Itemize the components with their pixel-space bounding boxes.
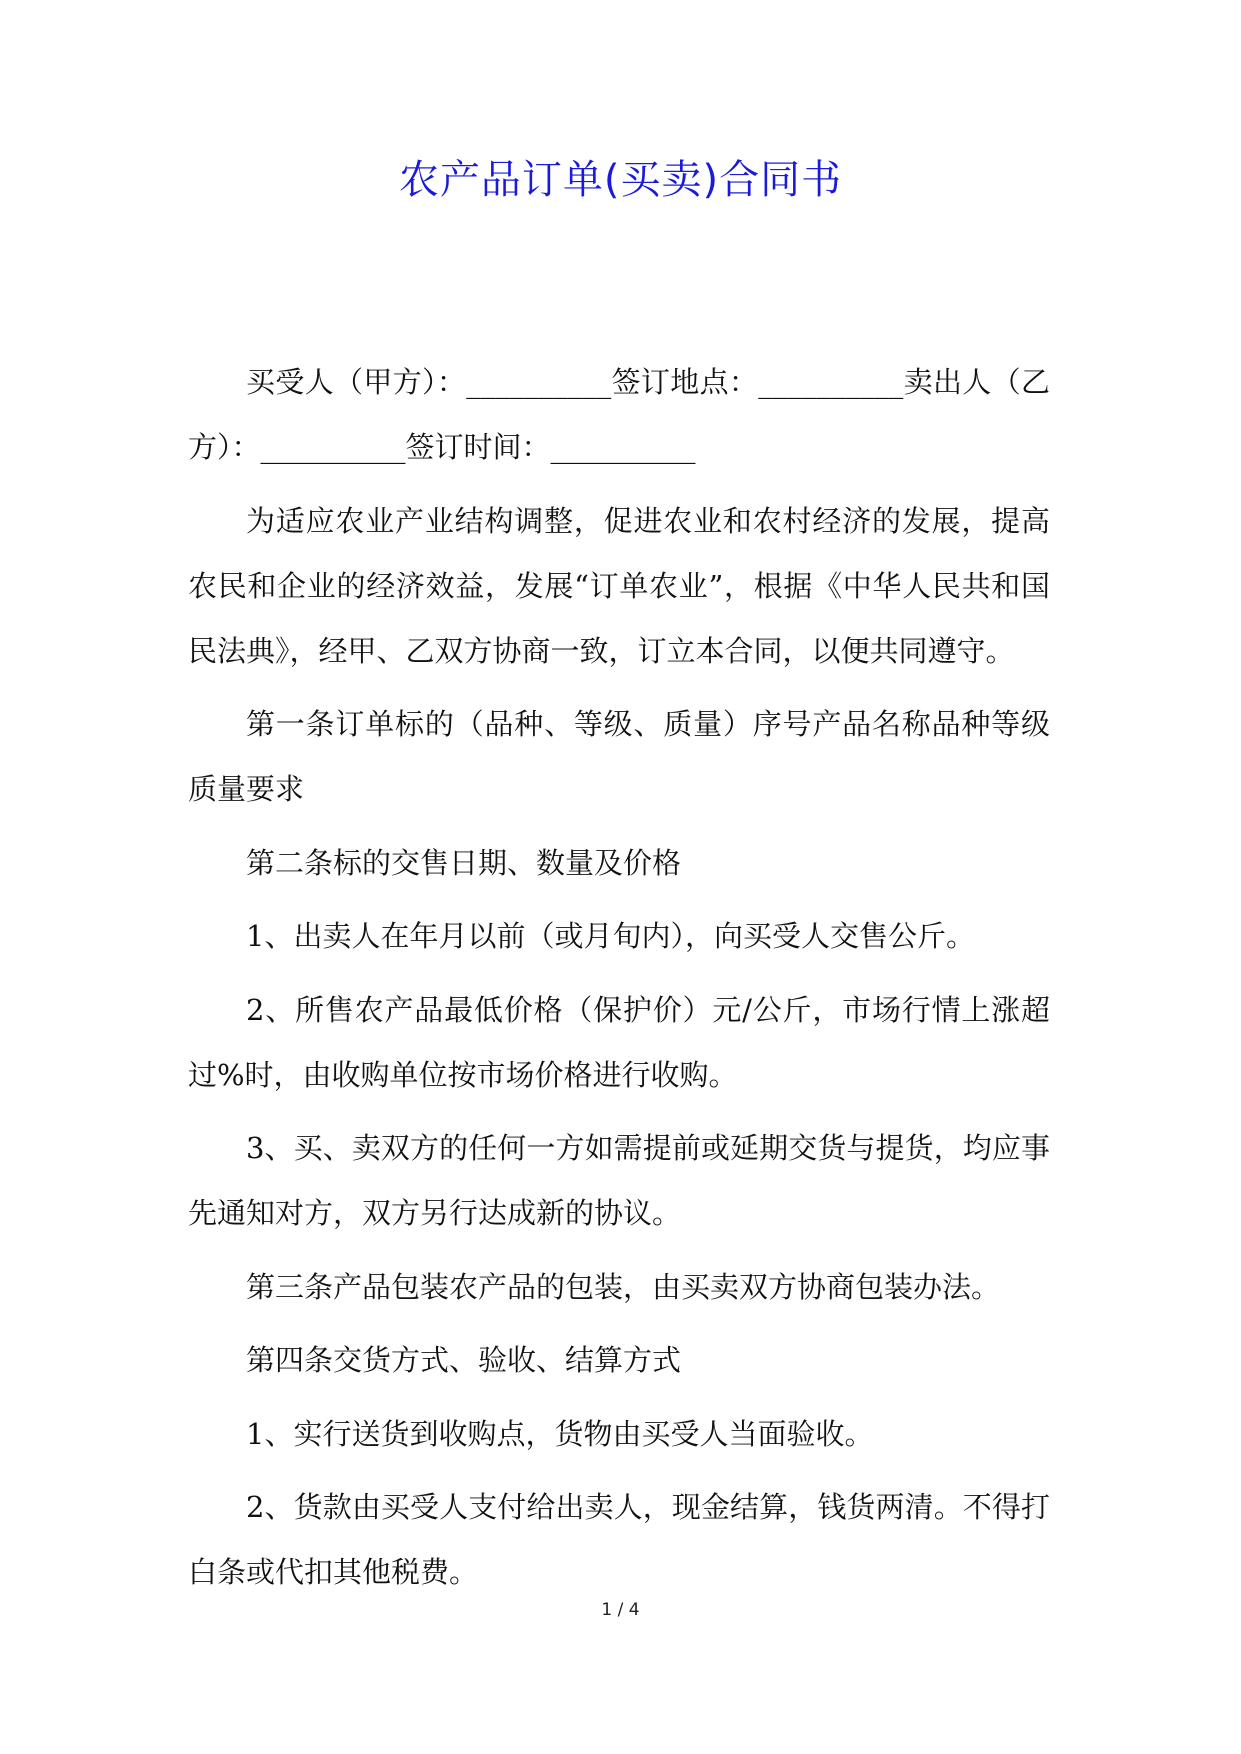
preamble-paragraph: 为适应农业产业结构调整，促进农业和农村经济的发展，提高农民和企业的经济效益，发展“订单农业”，根据《中华人民共和国民法典》，经甲、乙双方协商一致，订立本合同，以便共同遵守。 xyxy=(188,503,1050,668)
article-4-clause-1: 1、实行送货到收购点，货物由买受人当面验收。 xyxy=(246,1416,874,1451)
page-title: 农产品订单(买卖)合同书 xyxy=(398,157,843,203)
article-1-heading: 第一条订单标的（品种、等级、质量）序号产品名称品种等级质量要求 xyxy=(188,707,1050,806)
article-2-clause-3: 3、买、卖双方的任何一方如需提前或延期交货与提货，均应事先通知对方，双方另行达成新的协议。 xyxy=(188,1131,1050,1230)
article-2-heading: 第二条标的交售日期、数量及价格 xyxy=(246,845,682,880)
article-2-clause-1: 1、出卖人在年月以前（或月旬内），向买受人交售公斤。 xyxy=(246,919,975,953)
parties-paragraph: 买受人（甲方）：__________签订地点：__________卖出人（乙方）：__________签订时间：__________ xyxy=(188,365,1050,464)
article-4-clause-2: 2、货款由买受人支付给出卖人，现金结算，钱货两清。不得打白条或代扣其他税费。 xyxy=(188,1490,1050,1589)
page-number: 1 / 4 xyxy=(601,1600,640,1620)
article-3-paragraph: 第三条产品包装农产品的包装，由买卖双方协商包装办法。 xyxy=(246,1269,1001,1304)
article-2-clause-2: 2、所售农产品最低价格（保护价）元/公斤，市场行情上涨超过%时，由收购单位按市场价格进行收购。 xyxy=(188,992,1050,1092)
contract-body xyxy=(188,350,1050,1614)
article-4-heading: 第四条交货方式、验收、结算方式 xyxy=(246,1343,682,1377)
